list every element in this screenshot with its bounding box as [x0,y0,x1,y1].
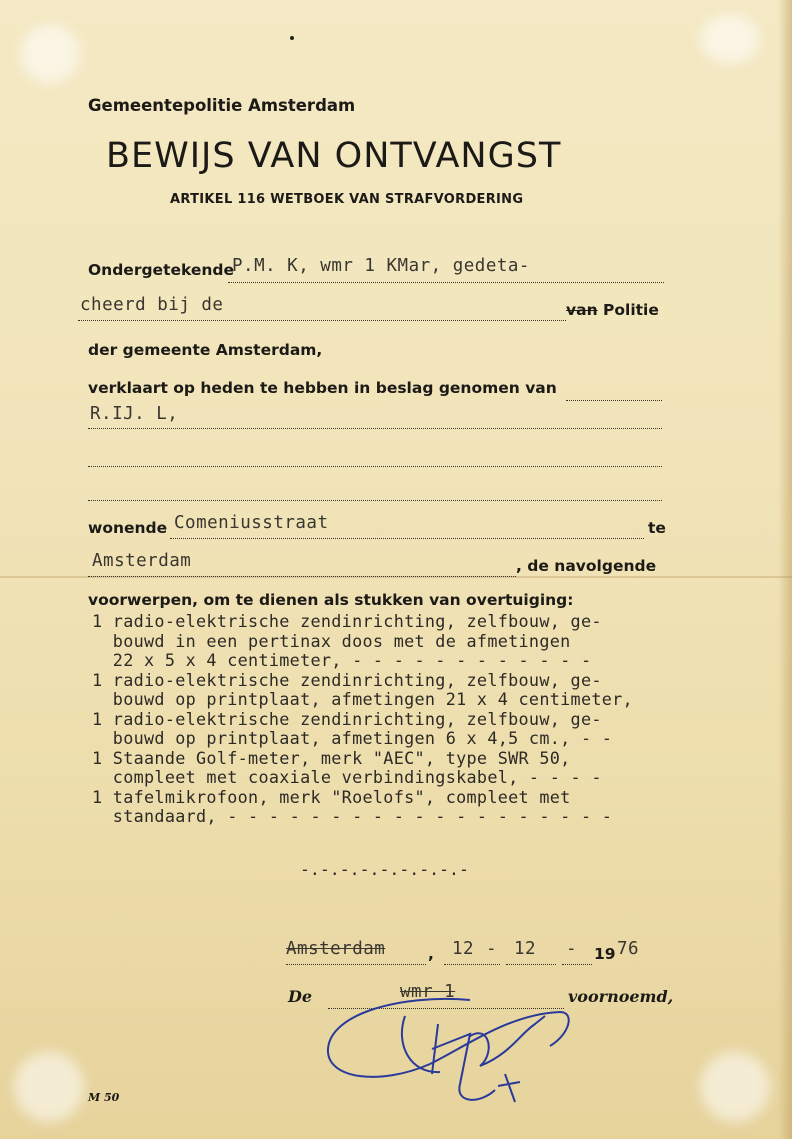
list-item: standaard, - - - - - - - - - - - - - - - - - - - [92,806,613,826]
list-item: 1 Staande Golf-meter, merk "AEC", type SWR 50, [92,747,571,768]
voornoemd-label: voornoemd, [568,987,674,1006]
place-value: Amsterdam [286,939,386,959]
police-heading: Gemeentepolitie Amsterdam [88,96,356,115]
detachment-value: cheerd bij de [80,295,224,315]
ink-dot [290,36,294,40]
navolgende-label: , de navolgende [516,557,657,575]
document-subtitle: ARTIKEL 116 WETBOEK VAN STRAFVORDERING [170,192,524,207]
ondergetekende-label: Ondergetekende [88,261,235,279]
te-label: te [648,519,666,537]
list-item: 1 tafelmikrofoon, merk "Roelofs", compleet met [92,786,571,807]
year-line [562,944,592,965]
paper-edge [778,0,792,1139]
seized-items-list [92,612,782,827]
politie-label: Politie [603,301,659,319]
list-item: compleet met coaxiale verbindingskabel, - - - - [92,767,602,787]
list-item: bouwd op printplaat, afmetingen 21 x 4 centimeter, [92,689,633,709]
year-value: 76 [617,939,640,959]
verklaart-line [566,380,662,401]
wonende-label: wonende [88,519,168,537]
de-value: wmr 1 [400,982,456,1002]
date-dash: - [566,939,578,959]
list-item: 1 radio-elektrische zendinrichting, zelfbouw, ge- [92,708,602,729]
list-item: 22 x 5 x 4 centimeter, - - - - - - - - - - - - [92,650,592,670]
document-title: BEWIJS VAN ONTVANGST [106,136,562,176]
de-label: De [288,987,313,1006]
pin-stain [700,1052,770,1122]
date-dash: - [486,939,498,959]
blank-line [88,446,662,467]
blank-line [88,480,662,501]
pin-stain [20,24,80,84]
form-code: M 50 [88,1091,120,1104]
voorwerpen-label: voorwerpen, om te dienen als stukken van overtuiging: [88,591,574,609]
pin-stain [14,1052,84,1122]
date-comma: , [428,945,434,963]
city-value: Amsterdam [92,551,192,571]
pin-stain [700,14,760,64]
ondergetekende-value: P.M. K, wmr 1 KMar, gedeta- [232,256,530,276]
month-value: 12 [514,939,537,959]
list-item: 1 radio-elektrische zendinrichting, zelfbouw, ge- [92,611,602,631]
owner-value: R.IJ. L, [90,404,179,424]
politie-struck-word: van [566,301,598,319]
wonende-value: Comeniusstraat [174,513,329,533]
list-item: bouwd op printplaat, afmetingen 6 x 4,5 cm., - - [92,728,613,748]
gemeente-label: der gemeente Amsterdam, [88,341,323,359]
list-item: bouwd in een pertinax doos met de afmetingen [92,630,571,651]
year-prefix: 19 [594,945,616,963]
list-item: 1 radio-elektrische zendinrichting, zelfbouw, ge- [92,669,602,690]
verklaart-label: verklaart op heden te hebben in beslag genomen van [88,379,557,397]
handwritten-signature [320,994,580,1114]
closing-separator: -.-.-.-.-.-.-.-.- [300,860,469,879]
politie-row [566,300,659,320]
day-value: 12 [452,939,475,959]
